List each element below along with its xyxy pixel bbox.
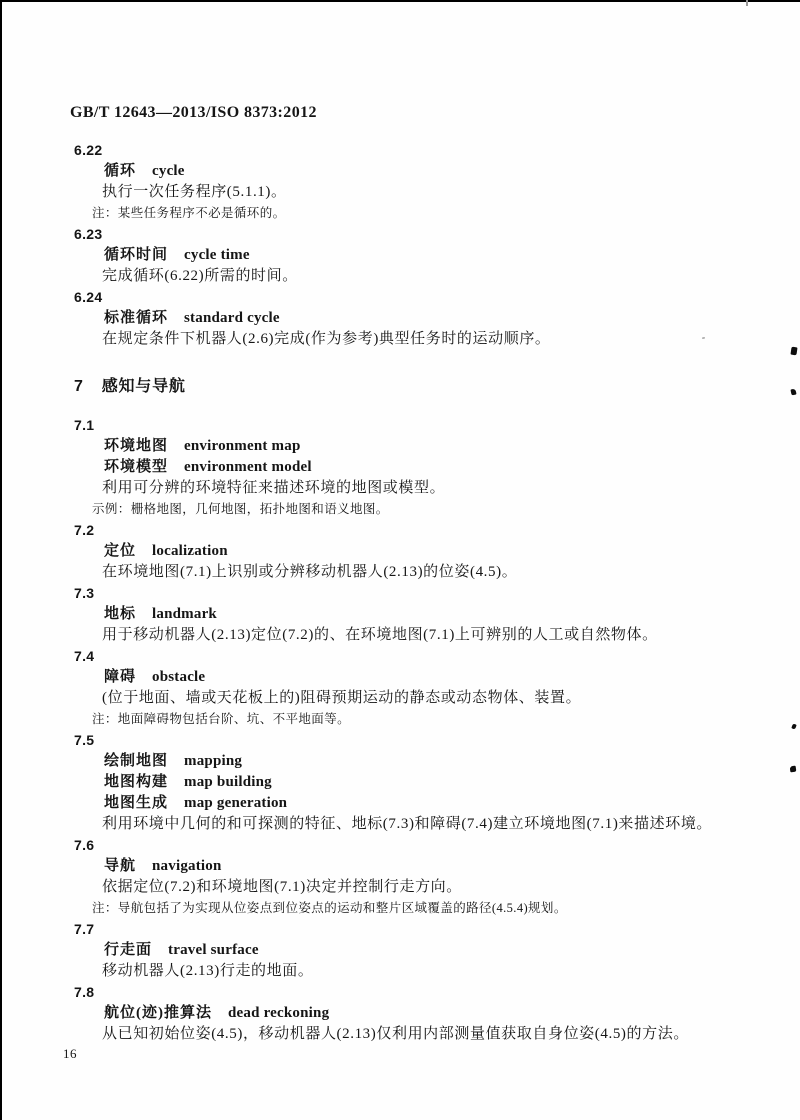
- entry-number: 6.24: [74, 289, 103, 305]
- term-zh: 导航: [104, 858, 137, 874]
- clause-title: 感知与导航: [101, 378, 186, 395]
- entry-number: 6.23: [74, 226, 103, 242]
- term-en: navigation: [152, 858, 222, 874]
- entry-number: 7.2: [74, 522, 95, 538]
- term-line: [0, 751, 800, 772]
- term-entry: [0, 646, 800, 730]
- document-content: [0, 140, 800, 1045]
- term-line: [0, 1003, 800, 1024]
- entry-number: 7.7: [74, 921, 95, 937]
- entry-number: 6.22: [74, 142, 103, 158]
- standard-number-header: GB/T 12643—2013/ISO 8373:2012: [70, 104, 317, 121]
- term-zh: 地标: [104, 606, 137, 622]
- term-line: [0, 793, 800, 814]
- term-line: [0, 436, 800, 457]
- term-zh: 航位(迹)推算法: [104, 1005, 212, 1021]
- term-definition: 从已知初始位姿(4.5)，移动机器人(2.13)仅利用内部测量值获取自身位姿(4.5)的方法。: [102, 1026, 689, 1042]
- term-line: [0, 245, 800, 266]
- term-zh: 标准循环: [104, 310, 169, 326]
- term-definition: 移动机器人(2.13)行走的地面。: [102, 963, 314, 979]
- term-entry: [0, 520, 800, 583]
- entry-number: 7.4: [74, 648, 95, 664]
- term-en: obstacle: [152, 669, 206, 685]
- term-entry: [0, 287, 800, 350]
- entry-number: 7.5: [74, 732, 95, 748]
- term-en: cycle: [152, 163, 185, 179]
- clause-heading: [0, 376, 800, 397]
- term-entry: [0, 730, 800, 835]
- term-line: [0, 161, 800, 182]
- term-definition: 利用可分辨的环境特征来描述环境的地图或模型。: [102, 480, 446, 496]
- term-line: [0, 308, 800, 329]
- term-line: [0, 604, 800, 625]
- term-zh: 环境模型: [104, 459, 169, 475]
- term-en: landmark: [152, 606, 217, 622]
- term-zh: 绘制地图: [104, 753, 169, 769]
- entry-number: 7.3: [74, 585, 95, 601]
- term-entry: [0, 982, 800, 1045]
- entry-number: 7.1: [74, 417, 95, 433]
- term-en: environment map: [184, 438, 301, 454]
- scan-edge-tick: [746, 0, 748, 6]
- term-definition: 完成循环(6.22)所需的时间。: [102, 268, 298, 284]
- term-en: travel surface: [168, 942, 259, 958]
- term-en: map building: [184, 774, 272, 790]
- term-line: [0, 940, 800, 961]
- page-number: 16: [63, 1046, 77, 1061]
- term-definition: 利用环境中几何的和可探测的特征、地标(7.3)和障碍(7.4)建立环境地图(7.1)来描述环境。: [102, 816, 713, 832]
- term-note: 注：地面障碍物包括台阶、坑、不平地面等。: [92, 712, 351, 726]
- term-zh: 循环: [104, 163, 137, 179]
- term-en: standard cycle: [184, 310, 280, 326]
- term-definition: 用于移动机器人(2.13)定位(7.2)的、在环境地图(7.1)上可辨别的人工或自然物体。: [102, 627, 658, 643]
- term-definition: (位于地面、墙或天花板上的)阻碍预期运动的静态或动态物体、装置。: [102, 690, 582, 706]
- term-example: 示例：栅格地图，几何地图，拓扑地图和语义地图。: [92, 502, 389, 516]
- term-entry: [0, 583, 800, 646]
- term-line: [0, 856, 800, 877]
- term-line: [0, 541, 800, 562]
- term-zh: 地图构建: [104, 774, 169, 790]
- term-line: [0, 457, 800, 478]
- term-line: [0, 667, 800, 688]
- term-en: dead reckoning: [228, 1005, 330, 1021]
- term-entry: [0, 835, 800, 919]
- term-line: [0, 772, 800, 793]
- term-en: mapping: [184, 753, 243, 769]
- entry-number: 7.6: [74, 837, 95, 853]
- term-zh: 地图生成: [104, 795, 169, 811]
- term-en: map generation: [184, 795, 288, 811]
- term-definition: 依据定位(7.2)和环境地图(7.1)决定并控制行走方向。: [102, 879, 462, 895]
- scan-edge-top-line: [0, 0, 800, 2]
- term-zh: 行走面: [104, 942, 153, 958]
- term-en: localization: [152, 543, 228, 559]
- term-note: 注：某些任务程序不必是循环的。: [92, 206, 286, 220]
- term-definition: 在规定条件下机器人(2.6)完成(作为参考)典型任务时的运动顺序。: [102, 331, 551, 347]
- term-entry: [0, 140, 800, 224]
- term-definition: 在环境地图(7.1)上识别或分辨移动机器人(2.13)的位姿(4.5)。: [102, 564, 518, 580]
- term-zh: 环境地图: [104, 438, 169, 454]
- term-zh: 循环时间: [104, 247, 169, 263]
- term-en: cycle time: [184, 247, 250, 263]
- entry-number: 7.8: [74, 984, 95, 1000]
- term-note: 注：导航包括了为实现从位姿点到位姿点的运动和整片区域覆盖的路径(4.5.4)规划。: [92, 901, 567, 915]
- term-entry: [0, 919, 800, 982]
- term-definition: 执行一次任务程序(5.1.1)。: [102, 184, 287, 200]
- term-entry: [0, 224, 800, 287]
- term-zh: 障碍: [104, 669, 137, 685]
- term-entry: [0, 415, 800, 520]
- term-zh: 定位: [104, 543, 137, 559]
- term-en: environment model: [184, 459, 312, 475]
- clause-number: 7: [74, 378, 84, 395]
